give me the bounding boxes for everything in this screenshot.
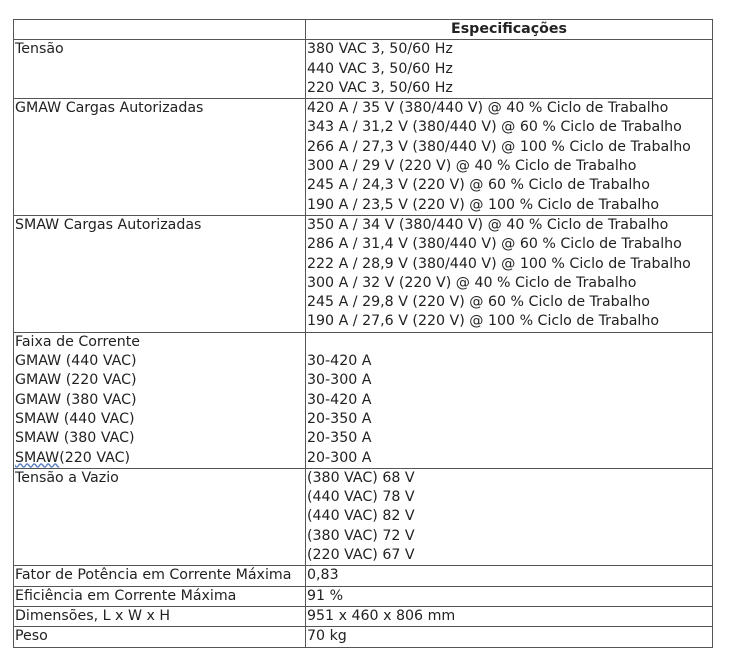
label-line: GMAW Cargas Autorizadas: [15, 100, 204, 117]
row-value: [306, 566, 713, 586]
row-value: [306, 468, 713, 565]
value-line: 380 VAC 3, 50/60 Hz: [307, 41, 453, 58]
value-line: 300 A / 32 V (220 V) @ 40 % Ciclo de Trabalho: [307, 274, 637, 291]
label-line: SMAW (380 VAC): [15, 430, 135, 447]
label-line: Dimensões, L x W x H: [15, 607, 171, 624]
label-line: Eficiência em Corrente Máxima: [15, 587, 237, 604]
label-line: Tensão a Vazio: [15, 469, 119, 486]
table-row: [14, 215, 713, 332]
row-value: [306, 215, 713, 332]
table-row: [14, 566, 713, 586]
row-value: [306, 332, 713, 468]
value-line: 0,83: [307, 567, 339, 584]
value-line: 91 %: [307, 587, 344, 604]
value-spacer: [307, 333, 711, 352]
label-line: Peso: [15, 628, 48, 645]
row-label: [14, 468, 306, 565]
value-line: (380 VAC) 72 V: [307, 527, 415, 544]
row-label: [14, 627, 306, 647]
value-line: (380 VAC) 68 V: [307, 469, 415, 486]
table-row: [14, 586, 713, 606]
label-line: Tensão: [15, 41, 64, 58]
specifications-table: [13, 19, 713, 648]
value-line: 266 A / 27,3 V (380/440 V) @ 100 % Ciclo de Trabalho: [307, 138, 691, 155]
value-line: 951 x 460 x 806 mm: [307, 607, 456, 624]
label-line: GMAW (440 VAC): [15, 353, 137, 370]
label-line: SMAW Cargas Autorizadas: [15, 216, 202, 233]
label-line: Faixa de Corrente: [15, 333, 141, 350]
value-line: (440 VAC) 78 V: [307, 489, 415, 506]
label-line-rest: (220 VAC): [59, 449, 131, 466]
value-line: 190 A / 23,5 V (220 V) @ 100 % Ciclo de Trabalho: [307, 196, 660, 213]
value-line: (440 VAC) 82 V: [307, 508, 415, 525]
row-value: [306, 606, 713, 626]
row-value: [306, 99, 713, 216]
value-line: 20-300 A: [307, 449, 372, 466]
header-empty-cell: [14, 20, 306, 40]
table-row: [14, 99, 713, 216]
value-line: 420 A / 35 V (380/440 V) @ 40 % Ciclo de Trabalho: [307, 100, 669, 117]
row-label: [14, 40, 306, 99]
table-row: [14, 40, 713, 99]
row-value: [306, 627, 713, 647]
value-line: 190 A / 27,6 V (220 V) @ 100 % Ciclo de Trabalho: [307, 313, 660, 330]
value-line: 286 A / 31,4 V (380/440 V) @ 60 % Ciclo de Trabalho: [307, 236, 682, 253]
value-line: 343 A / 31,2 V (380/440 V) @ 60 % Ciclo de Trabalho: [307, 119, 682, 136]
label-line: GMAW (380 VAC): [15, 391, 137, 408]
table-header: Especificações: [306, 20, 713, 40]
value-line: 70 kg: [307, 628, 347, 645]
row-value: [306, 40, 713, 99]
table-row: [14, 332, 713, 468]
table-row: [14, 468, 713, 565]
row-label: [14, 332, 306, 468]
label-line: Fator de Potência em Corrente Máxima: [15, 567, 292, 584]
value-line: 20-350 A: [307, 430, 372, 447]
label-line: GMAW (220 VAC): [15, 372, 137, 389]
row-label: [14, 586, 306, 606]
value-line: 222 A / 28,9 V (380/440 V) @ 100 % Ciclo de Trabalho: [307, 255, 691, 272]
value-line: 440 VAC 3, 50/60 Hz: [307, 60, 453, 77]
row-label: [14, 566, 306, 586]
value-line: 20-350 A: [307, 410, 372, 427]
value-line: 300 A / 29 V (220 V) @ 40 % Ciclo de Trabalho: [307, 158, 637, 175]
value-line: (220 VAC) 67 V: [307, 547, 415, 564]
table-row: [14, 606, 713, 626]
table-header-row: [14, 20, 713, 40]
label-line: [15, 449, 304, 468]
row-label: [14, 606, 306, 626]
table-row: [14, 627, 713, 647]
row-label: [14, 99, 306, 216]
value-line: 350 A / 34 V (380/440 V) @ 40 % Ciclo de Trabalho: [307, 216, 669, 233]
row-value: [306, 586, 713, 606]
value-line: 30-420 A: [307, 353, 372, 370]
label-line: SMAW (440 VAC): [15, 410, 135, 427]
spellcheck-word: SMAW: [15, 449, 60, 466]
value-line: 30-300 A: [307, 372, 372, 389]
value-line: 30-420 A: [307, 391, 372, 408]
value-line: 220 VAC 3, 50/60 Hz: [307, 79, 453, 96]
row-label: [14, 215, 306, 332]
value-line: 245 A / 29,8 V (220 V) @ 60 % Ciclo de Trabalho: [307, 294, 650, 311]
value-line: 245 A / 24,3 V (220 V) @ 60 % Ciclo de Trabalho: [307, 177, 650, 194]
